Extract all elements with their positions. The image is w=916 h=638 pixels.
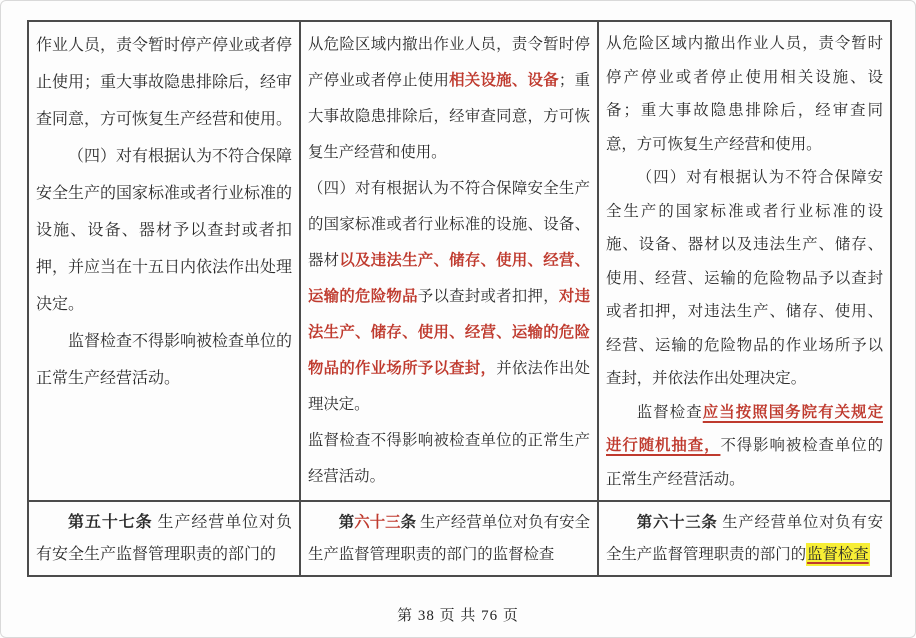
cell-column3-body bbox=[598, 21, 891, 501]
bold-text: 条 bbox=[400, 514, 417, 531]
paragraph bbox=[36, 138, 292, 323]
paragraph bbox=[606, 507, 883, 571]
text-run: 并依法作出处理决定。 bbox=[308, 360, 590, 413]
paragraph bbox=[308, 171, 590, 423]
bold-text: 第五十七条 bbox=[68, 514, 153, 531]
text-run: 监督检查不得影响被检查单位的正常生产经营活动。 bbox=[36, 333, 293, 387]
text-run: 生产经营单位对负有安全生产监督管理职责的部门的 bbox=[36, 514, 292, 563]
cell-column1-article57 bbox=[28, 501, 300, 576]
table-row bbox=[28, 501, 891, 576]
paragraph bbox=[606, 161, 883, 396]
red-text: 六十三 bbox=[354, 514, 401, 531]
text-run: 监督检查 bbox=[636, 403, 703, 421]
red-underlined-text: 应当按照国务院有关规定进行随机抽查， bbox=[606, 403, 883, 454]
cell-column1-body bbox=[28, 21, 300, 501]
red-text: 以及违法生产、储存、使用、经营、运输的危险物品 bbox=[308, 252, 590, 305]
paragraph bbox=[606, 27, 883, 161]
text-run: 生产经营单位对负有安全生产监督管理职责的部门的 bbox=[606, 514, 883, 563]
text-run: 予以查封或者扣押， bbox=[417, 288, 559, 305]
text-run: 不得影响被检查单位的正常生产经营活动。 bbox=[606, 437, 883, 488]
text-run: 从危险区域内撤出作业人员，责令暂时停产停业或者停止使用相关设施、设备；重大事故隐患排除后，经审查同意，方可恢复生产经营和使用。 bbox=[606, 35, 883, 153]
paragraph bbox=[36, 323, 292, 397]
paragraph bbox=[36, 507, 292, 571]
text-run: 监督检查不得影响被检查单位的正常生产经营活动。 bbox=[308, 432, 590, 485]
text-run: （四）对有根据认为不符合保障安全生产的国家标准或者行业标准的设施、设备、器材以及违法生产、储存、使用、经营、运输的危险物品予以查封或者扣押，对违法生产、储存、使用、经营、运输的危险物品的作业场所予以查封，并依法作出处理决定。 bbox=[606, 169, 883, 387]
text-run: ；重大事故隐患排除后，经审查同意，方可恢复生产经营和使用。 bbox=[308, 72, 590, 161]
text-run: （四）对有根据认为不符合保障安全生产的国家标准或者行业标准的设施、设备、器材予以查封或者扣押，并应当在十五日内依法作出处理决定。 bbox=[36, 148, 293, 313]
cell-column2-body bbox=[300, 21, 598, 501]
paragraph bbox=[36, 27, 292, 138]
cell-column2-article63 bbox=[300, 501, 598, 576]
red-text: 对违法生产、储存、使用、经营、运输的危险物品的作业场所予以查封， bbox=[308, 288, 590, 377]
red-text: 相关设施、设备 bbox=[449, 72, 559, 89]
paragraph bbox=[308, 27, 590, 171]
table-row bbox=[28, 21, 891, 501]
page-number: 第 38 页 共 76 页 bbox=[397, 608, 519, 624]
bold-text: 第六十三条 bbox=[636, 514, 718, 531]
cell-column3-article63 bbox=[598, 501, 891, 576]
paragraph bbox=[606, 396, 883, 497]
paragraph bbox=[308, 423, 590, 495]
text-run: 从危险区域内撤出作业人员，责令暂时停产停业或者停止使用 bbox=[308, 36, 590, 89]
law-comparison-table bbox=[27, 20, 892, 577]
paragraph bbox=[308, 507, 590, 571]
highlighted-text: 监督检查 bbox=[806, 543, 870, 566]
text-run: 作业人员，责令暂时停产停业或者停止使用；重大事故隐患排除后，经审查同意，方可恢复生产经营和使用。 bbox=[36, 37, 293, 128]
text-run: （四）对有根据认为不符合保障安全生产的国家标准或者行业标准的设施、设备、器材 bbox=[308, 180, 590, 269]
text-run: 生产经营单位对负有安全生产监督管理职责的部门的监督检查 bbox=[308, 514, 590, 563]
bold-text: 第 bbox=[338, 514, 355, 531]
